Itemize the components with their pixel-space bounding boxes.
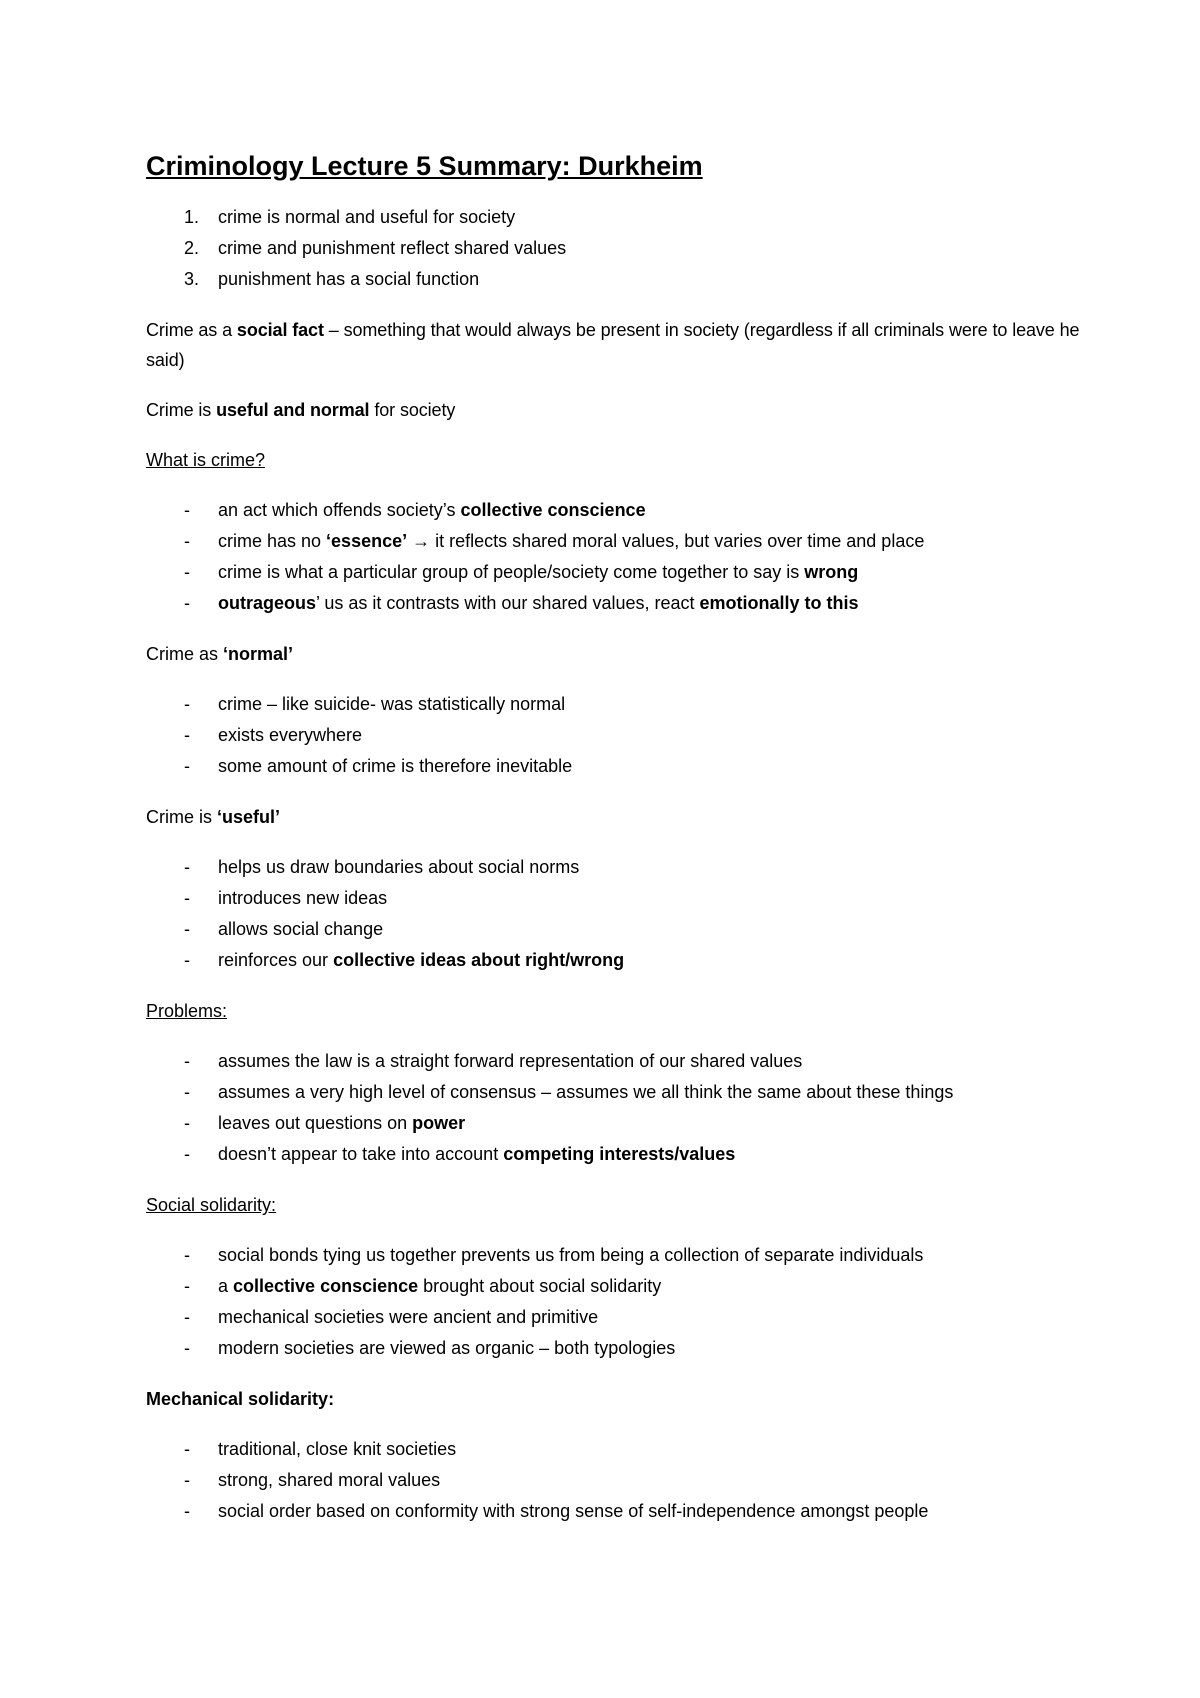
text-run: Crime is — [146, 400, 217, 421]
list-item — [146, 495, 1086, 526]
text-run: crime has no — [218, 531, 327, 552]
list-item — [146, 233, 1086, 264]
bold-text: ‘essence’ — [326, 531, 408, 552]
section-heading-mechanical-solidarity: Mechanical solidarity: — [146, 1389, 335, 1410]
dash-bullet: - — [184, 725, 190, 746]
list-item — [146, 1465, 1086, 1496]
bold-text: collective conscience — [460, 500, 646, 521]
text-run: mechanical societies were ancient and primitive — [218, 1307, 599, 1328]
section-heading-crime-normal — [146, 639, 1086, 669]
list-number: 2. — [184, 238, 200, 259]
dash-bullet: - — [184, 1245, 190, 1266]
list-item — [146, 689, 1086, 720]
bold-text: social fact — [236, 320, 324, 341]
text-run: brought about social solidarity — [418, 1276, 662, 1297]
section-heading-problems: Problems: — [146, 1001, 228, 1022]
list-number: 3. — [184, 269, 200, 290]
dash-bullet: - — [184, 756, 190, 777]
text-run: – something that would always be present in society (regardless if all criminals were to leave he said) — [146, 320, 1080, 371]
dash-bullet: - — [184, 531, 190, 552]
list-item-text: crime – like suicide- was statistically normal — [218, 694, 566, 715]
list-item — [146, 1077, 1086, 1108]
text-run: introduces new ideas — [218, 888, 388, 909]
dash-bullet: - — [184, 1470, 190, 1491]
text-run: allows social change — [218, 919, 384, 940]
list-item — [146, 1240, 1086, 1271]
crime-normal-list — [146, 689, 1086, 782]
bold-text: competing interests/values — [503, 1144, 736, 1165]
list-item — [146, 202, 1086, 233]
list-item-text: crime is normal and useful for society — [218, 207, 516, 228]
list-number: 1. — [184, 207, 200, 228]
text-run: a — [218, 1276, 234, 1297]
dash-bullet: - — [184, 950, 190, 971]
bold-text: ‘normal’ — [223, 644, 294, 665]
list-item — [146, 1271, 1086, 1302]
dash-bullet: - — [184, 1307, 190, 1328]
list-item-text: some amount of crime is therefore inevitable — [218, 756, 573, 777]
section-heading-what-is-crime: What is crime? — [146, 450, 266, 471]
bold-text: collective ideas about right/wrong — [333, 950, 625, 971]
section-heading-social-solidarity: Social solidarity: — [146, 1195, 277, 1216]
dash-bullet: - — [184, 1051, 190, 1072]
list-item — [146, 264, 1086, 295]
list-item-text: strong, shared moral values — [218, 1470, 441, 1491]
dash-bullet: - — [184, 919, 190, 940]
text-run: modern societies are viewed as organic – both typologies — [218, 1338, 676, 1359]
bold-text: emotionally to this — [699, 593, 859, 614]
dash-bullet: - — [184, 1144, 190, 1165]
list-item-text: social order based on conformity with strong sense of self-independence amongst people — [218, 1501, 929, 1522]
dash-bullet: - — [184, 500, 190, 521]
list-item — [146, 1108, 1086, 1139]
text-run: doesn’t appear to take into account — [218, 1144, 504, 1165]
text-run: for society — [369, 400, 456, 421]
paragraph-useful-normal — [146, 395, 1086, 425]
dash-bullet: - — [184, 1439, 190, 1460]
list-item — [146, 588, 1086, 619]
dash-bullet: - — [184, 1082, 190, 1103]
list-item — [146, 1434, 1086, 1465]
bold-text: wrong — [804, 562, 859, 583]
list-item-text: crime and punishment reflect shared values — [218, 238, 567, 259]
list-item — [146, 883, 1086, 914]
list-item — [146, 914, 1086, 945]
intro-numbered-list — [146, 202, 1086, 295]
social-solidarity-list — [146, 1240, 1086, 1364]
document-content — [146, 150, 1086, 1547]
bold-text: outrageous — [218, 593, 317, 614]
dash-bullet: - — [184, 888, 190, 909]
text-run: assumes a very high level of consensus – assumes we all think the same about these things — [218, 1082, 954, 1103]
text-run: Crime as a — [146, 320, 237, 341]
text-run: leaves out questions on — [218, 1113, 413, 1134]
dash-bullet: - — [184, 1338, 190, 1359]
list-item — [146, 1333, 1086, 1364]
list-item — [146, 526, 1086, 557]
list-item — [146, 751, 1086, 782]
page-title: Criminology Lecture 5 Summary: Durkheim — [146, 151, 703, 181]
list-item-text: traditional, close knit societies — [218, 1439, 457, 1460]
text-run: ’ us as it contrasts with our shared values, react — [316, 593, 700, 614]
list-item — [146, 1302, 1086, 1333]
dash-bullet: - — [184, 857, 190, 878]
text-run: assumes the law is a straight forward representation of our shared values — [218, 1051, 803, 1072]
mechanical-solidarity-list — [146, 1434, 1086, 1527]
dash-bullet: - — [184, 593, 190, 614]
text-run: reinforces our — [218, 950, 334, 971]
list-item — [146, 720, 1086, 751]
bold-text: ‘useful’ — [217, 807, 281, 828]
problems-list — [146, 1046, 1086, 1170]
dash-bullet: - — [184, 1501, 190, 1522]
list-item — [146, 852, 1086, 883]
text-run: helps us draw boundaries about social norms — [218, 857, 580, 878]
list-item — [146, 1496, 1086, 1527]
text-run: Crime as — [146, 644, 224, 665]
list-item-text: exists everywhere — [218, 725, 363, 746]
text-run: an act which offends society’s — [218, 500, 461, 521]
bold-text: collective conscience — [233, 1276, 419, 1297]
paragraph-social-fact — [146, 315, 1086, 375]
list-item — [146, 1139, 1086, 1170]
crime-useful-list — [146, 852, 1086, 976]
dash-bullet: - — [184, 1276, 190, 1297]
bold-text: useful and normal — [216, 400, 370, 421]
list-item — [146, 945, 1086, 976]
text-run: social bonds tying us together prevents us from being a collection of separate individuals — [218, 1245, 924, 1266]
text-run: crime is what a particular group of people/society come together to say is — [218, 562, 805, 583]
bold-text: power — [412, 1113, 466, 1134]
list-item — [146, 557, 1086, 588]
list-item — [146, 1046, 1086, 1077]
what-is-crime-list — [146, 495, 1086, 619]
dash-bullet: - — [184, 694, 190, 715]
dash-bullet: - — [184, 1113, 190, 1134]
text-run: Crime is — [146, 807, 217, 828]
dash-bullet: - — [184, 562, 190, 583]
list-item-text: punishment has a social function — [218, 269, 480, 290]
text-run: → it reflects shared moral values, but varies over time and place — [407, 531, 925, 552]
section-heading-crime-useful — [146, 802, 1086, 832]
